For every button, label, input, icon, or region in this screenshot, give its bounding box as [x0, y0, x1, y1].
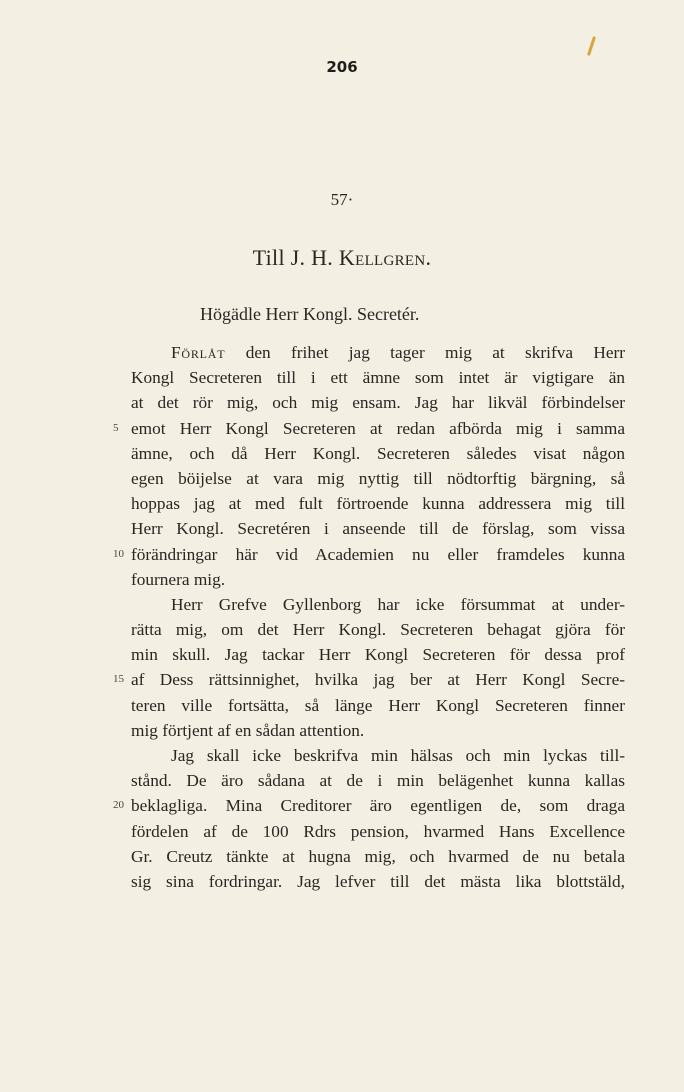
- line-text: beklagliga. Mina Creditorer äro egentligen de, som draga: [131, 796, 625, 816]
- line-text: fördelen af de 100 Rdrs pension, hvarmed Hans Excellence: [131, 821, 625, 841]
- ink-mark: [587, 36, 596, 56]
- line-number: 15: [113, 673, 124, 686]
- text-line: [131, 642, 625, 667]
- line-text: Kongl Secreteren till i ett ämne som intet är vigtigare än: [131, 368, 625, 388]
- line-text: hoppas jag at med fult förtroende kunna addressera mig till: [131, 494, 625, 514]
- text-line: [131, 743, 625, 768]
- letter-number: 57·: [330, 190, 354, 209]
- line-number: 10: [113, 547, 124, 560]
- text-line: [131, 869, 625, 894]
- text-line: [131, 567, 625, 592]
- letter-body: [113, 340, 625, 894]
- text-line: [131, 768, 625, 793]
- text-line: [113, 416, 625, 441]
- line-text: mig förtjent af en sådan attention.: [131, 720, 365, 740]
- line-text: af Dess rättsinnighet, hvilka jag ber at Herr Kongl Secre-: [131, 670, 625, 690]
- line-text: sig sina fordringar. Jag lefver till det mästa lika blottstäld,: [131, 871, 625, 891]
- line-text: förändringar här vid Academien nu eller framdeles kunna: [131, 544, 625, 564]
- line-text: stånd. De äro sådana at de i min belägenhet kunna kallas: [131, 771, 625, 791]
- line-text: ämne, och då Herr Kongl. Secreteren således visat någon: [131, 443, 625, 463]
- text-line: [131, 340, 625, 365]
- salutation: Högädle Herr Kongl. Secretér.: [200, 304, 420, 324]
- line-text: min skull. Jag tackar Herr Kongl Secreteren för dessa prof: [131, 645, 625, 665]
- line-text: Herr Grefve Gyllenborg har icke försummat at under-: [171, 594, 625, 614]
- line-number: 5: [113, 421, 119, 434]
- addressee-name: Kellgren.: [338, 245, 432, 270]
- text-line: [113, 667, 625, 692]
- line-text: teren ville fortsätta, så länge Herr Kongl Secreteren finner: [131, 695, 625, 715]
- letter-heading: [0, 245, 684, 271]
- text-line: [113, 542, 625, 567]
- line-text: den frihet jag tager mig at skrifva Herr: [225, 343, 625, 362]
- line-text: egen böijelse at vara mig nyttig till nödtorftig bärgning, så: [131, 468, 625, 488]
- text-line: [131, 819, 625, 844]
- text-line: [131, 617, 625, 642]
- line-text: emot Herr Kongl Secreteren at redan afbörda mig i samma: [131, 418, 625, 438]
- text-line: [131, 441, 625, 466]
- line-text: fournera mig.: [131, 569, 226, 589]
- line-text: Gr. Creutz tänkte at hugna mig, och hvarmed de nu betala: [131, 846, 625, 866]
- text-line: [131, 718, 625, 743]
- addressee-prefix: Till J. H.: [252, 245, 334, 270]
- line-text: at det rör mig, och mig ensam. Jag har likväl förbindelser: [131, 393, 625, 413]
- line-text: Herr Kongl. Secretéren i anseende till de förslag, som vissa: [131, 519, 625, 539]
- text-line: [131, 365, 625, 390]
- text-line: [131, 592, 625, 617]
- line-text: Jag skall icke beskrifva min hälsas och min lyckas till-: [171, 746, 625, 765]
- line-text: rätta mig, om det Herr Kongl. Secreteren behagat gjöra för: [131, 620, 625, 640]
- text-line: [131, 491, 625, 516]
- text-line: [131, 516, 625, 541]
- text-line: [131, 390, 625, 415]
- text-line: [131, 844, 625, 869]
- text-line: [113, 793, 625, 818]
- opening-word: Förlåt: [171, 343, 226, 362]
- text-line: [131, 693, 625, 718]
- text-line: [131, 466, 625, 491]
- page-number: 206: [326, 58, 358, 76]
- line-number: 20: [113, 799, 124, 812]
